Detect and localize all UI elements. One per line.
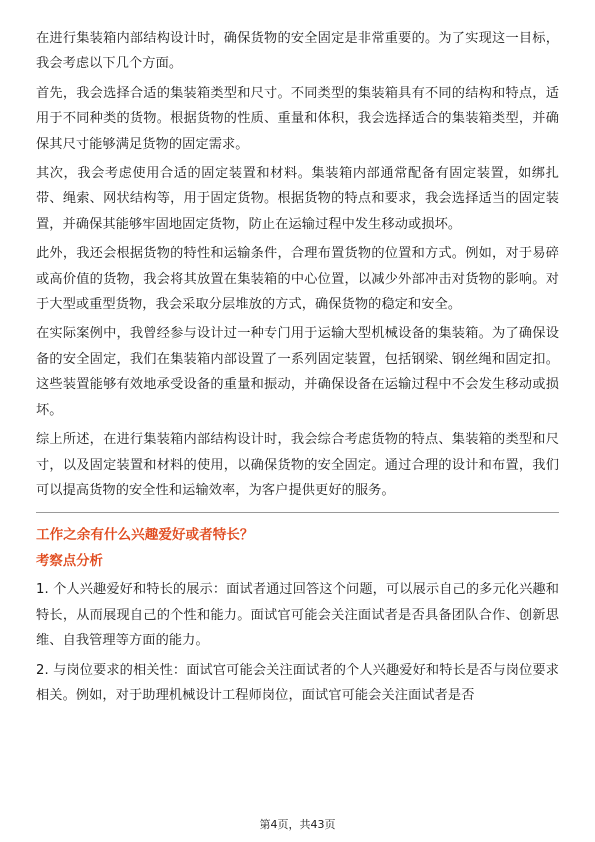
section-divider bbox=[36, 512, 559, 513]
body-paragraph-1: 在进行集装箱内部结构设计时，确保货物的安全固定是非常重要的。为了实现这一目标，我会考虑以下几个方面。 bbox=[36, 31, 559, 72]
page-number-footer: 第4页，共43页 bbox=[259, 818, 336, 831]
body-paragraph-2: 首先，我会选择合适的集装箱类型和尺寸。不同类型的集装箱具有不同的结构和特点，适用于不同种类的货物。根据货物的性质、重量和体积，我会选择适合的集装箱类型，并确保其尺寸能够满足货物的固定需求。 bbox=[36, 85, 559, 152]
interview-question: 工作之余有什么兴趣爱好或者特长？ bbox=[36, 527, 254, 544]
page-content bbox=[36, 26, 559, 712]
analysis-point-1: 1. 个人兴趣爱好和特长的展示：面试者通过回答这个问题，可以展示自己的多元化兴趣和特长，从而展现自己的个性和能力。面试官可能会关注面试者是否具备团队合作、创新思维、自我管理等方面的能力。 bbox=[36, 582, 559, 649]
body-paragraph-5: 在实际案例中，我曾经参与设计过一种专门用于运输大型机械设备的集装箱。为了确保设备的安全固定，我们在集装箱内部设置了一系列固定装置，包括钢梁、钢丝绳和固定扣。这些装置能够有效地承受设备的重量和振动，并确保设备在运输过程中不会发生移动或损坏。 bbox=[36, 326, 559, 418]
body-paragraph-6: 综上所述，在进行集装箱内部结构设计时，我会综合考虑货物的特点、集装箱的类型和尺寸，以及固定装置和材料的使用，以确保货物的安全固定。通过合理的设计和布置，我们可以提高货物的安全性和运输效率，为客户提供更好的服务。 bbox=[36, 432, 559, 498]
analysis-point-2: 2. 与岗位要求的相关性：面试官可能会关注面试者的个人兴趣爱好和特长是否与岗位要求相关。例如，对于助理机械设计工程师岗位，面试官可能会关注面试者是否 bbox=[36, 662, 559, 703]
body-paragraph-4: 此外，我还会根据货物的特性和运输条件，合理布置货物的位置和方式。例如，对于易碎或高价值的货物，我会将其放置在集装箱的中心位置，以减少外部冲击对货物的影响。对于大型或重型货物，我会采取分层堆放的方式，确保货物的稳定和安全。 bbox=[36, 246, 559, 313]
body-paragraph-3: 其次，我会考虑使用合适的固定装置和材料。集装箱内部通常配备有固定装置，如绑扎带、绳索、网状结构等，用于固定货物。根据货物的特点和要求，我会选择适当的固定装置，并确保其能够牢固地固定货物，防止在运输过程中发生移动或损坏。 bbox=[36, 166, 559, 232]
analysis-heading: 考察点分析 bbox=[36, 554, 103, 570]
